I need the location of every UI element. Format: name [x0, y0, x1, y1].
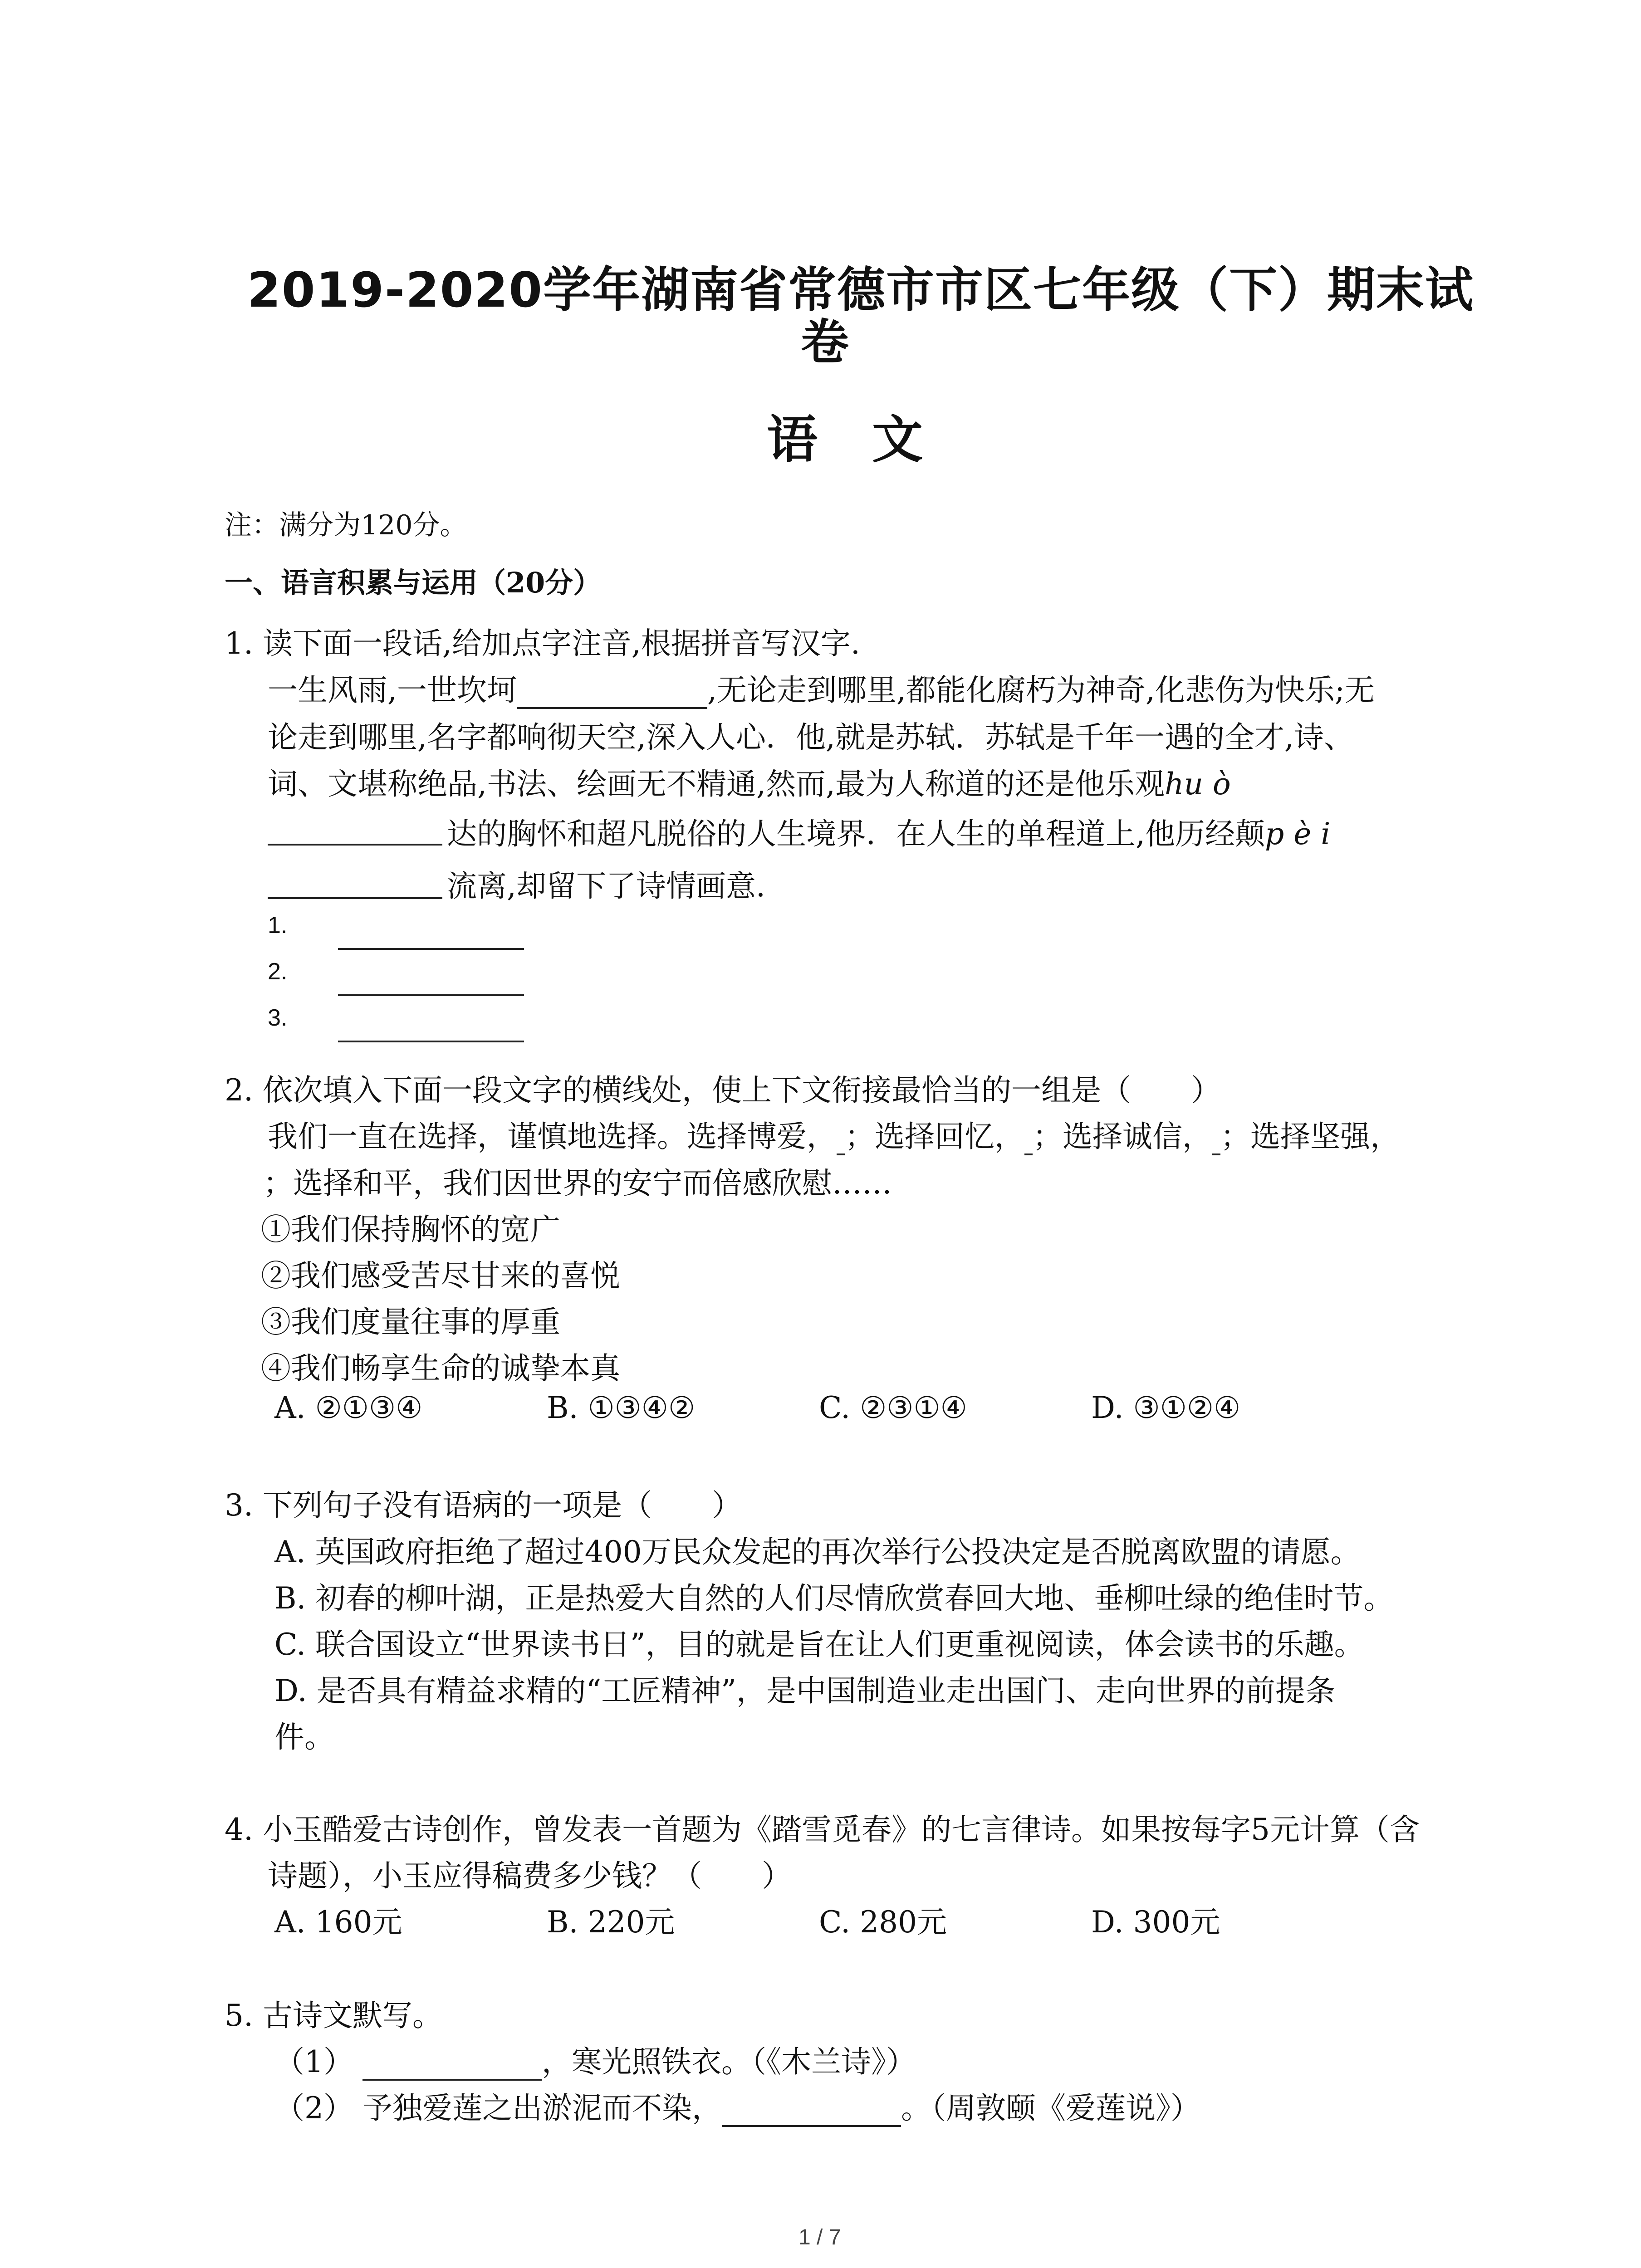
q1-answer-label-2: 2. — [268, 958, 288, 985]
score-note: 注：满分为120分。 — [225, 509, 467, 541]
subject-heading: 语 文 — [767, 411, 923, 469]
q5-item-2: （2） 予独爱莲之出淤泥而不染， 。（周敦颐《爱莲说》） — [274, 2084, 1200, 2127]
q2-passage-line1: 我们一直在选择，谨慎地选择。选择博爱， ；选择回忆， ；选择诚信， ；选择坚强， — [268, 1112, 1400, 1155]
q2-item-1: ①我们保持胸怀的宽广 — [261, 1212, 560, 1247]
q1-pinyin-2: p è i — [1264, 816, 1331, 851]
q2-stem: 2. 依次填入下面一段文字的横线处，使上下文衔接最恰当的一组是（ ） — [225, 1073, 1221, 1108]
q4-option-b: B. 220元 — [547, 1905, 675, 1940]
q2-item-3: ③我们度量往事的厚重 — [261, 1305, 560, 1339]
q3-stem: 3. 下列句子没有语病的一项是（ ） — [225, 1488, 742, 1523]
q3-option-d-continued: 件。 — [274, 1720, 334, 1755]
q4-option-c: C. 280元 — [819, 1905, 947, 1940]
q5-item-1: （1） ，寒光照铁衣。（《木兰诗》） — [274, 2038, 916, 2081]
q1-passage-line3: 词、文堪称绝品,书法、绘画无不精通,然而,最为人称道的还是他乐观hu ò — [268, 767, 1231, 802]
q4-option-d: D. 300元 — [1091, 1905, 1220, 1940]
q1-passage-line5: 流离,却留下了诗情画意. — [447, 869, 765, 904]
q5-stem: 5. 古诗文默写。 — [225, 1998, 442, 2033]
q2-option-b: B. ①③④② — [547, 1390, 696, 1425]
q2-option-c: C. ②③①④ — [819, 1390, 967, 1425]
q1-stem: 1. 读下面一段话,给加点字注音,根据拼音写汉字. — [225, 626, 860, 661]
q4-option-a: A. 160元 — [274, 1905, 402, 1940]
q1-blank-2 — [268, 844, 442, 846]
q4-stem-continued: 诗题），小玉应得稿费多少钱？（ ） — [268, 1858, 792, 1893]
q3-option-c: C. 联合国设立“世界读书日”，目的就是旨在让人们更重视阅读，体会读书的乐趣。 — [274, 1627, 1364, 1662]
section-heading: 一、语言积累与运用（20分） — [225, 566, 602, 599]
q1-passage-line1: 一生风雨,一世坎坷 ,无论走到哪里,都能化腐朽为神奇,化悲伤为快乐;无 — [268, 666, 1375, 709]
q2-passage-line2: ；选择和平，我们因世界的安宁而倍感欣慰…… — [263, 1166, 892, 1201]
q3-option-a: A. 英国政府拒绝了超过400万民众发起的再次举行公投决定是否脱离欧盟的请愿。 — [274, 1535, 1361, 1569]
page-title-continued: 卷 — [801, 314, 850, 370]
page-number: 1 / 7 — [798, 2225, 841, 2249]
q4-stem: 4. 小玉酷爱古诗创作，曾发表一首题为《踏雪觅春》的七言律诗。如果按每字5元计算（含 — [225, 1812, 1420, 1847]
q1-blank-3 — [268, 897, 442, 899]
page-title: 2019-2020学年湖南省常德市市区七年级（下）期末试 — [247, 262, 1474, 318]
q1-passage-line2: 论走到哪里,名字都响彻天空,深入人心．他,就是苏轼．苏轼是千年一遇的全才,诗、 — [268, 720, 1354, 755]
q2-option-a: A. ②①③④ — [274, 1390, 423, 1425]
q1-answer-label-3: 3. — [268, 1005, 288, 1031]
q3-option-d: D. 是否具有精益求精的“工匠精神”，是中国制造业走出国门、走向世界的前提条 — [274, 1673, 1336, 1708]
q1-pinyin-1: hu ò — [1164, 767, 1231, 802]
q1-answer-line-2 — [338, 994, 524, 996]
q5-blank-2 — [722, 2098, 901, 2127]
q2-item-4: ④我们畅享生命的诚挚本真 — [261, 1351, 620, 1386]
q2-option-d: D. ③①②④ — [1091, 1390, 1241, 1425]
q5-blank-1 — [362, 2052, 542, 2081]
q1-passage-line4: 达的胸怀和超凡脱俗的人生境界．在人生的单程道上,他历经颠p è i — [447, 816, 1331, 851]
q3-option-b: B. 初春的柳叶湖，正是热爱大自然的人们尽情欣赏春回大地、垂柳吐绿的绝佳时节。 — [274, 1581, 1394, 1616]
q1-blank-1 — [517, 680, 707, 709]
q2-item-2: ②我们感受苦尽甘来的喜悦 — [261, 1258, 620, 1293]
q1-answer-label-1: 1. — [268, 912, 288, 938]
q1-answer-line-1 — [338, 948, 524, 950]
q1-answer-line-3 — [338, 1041, 524, 1042]
